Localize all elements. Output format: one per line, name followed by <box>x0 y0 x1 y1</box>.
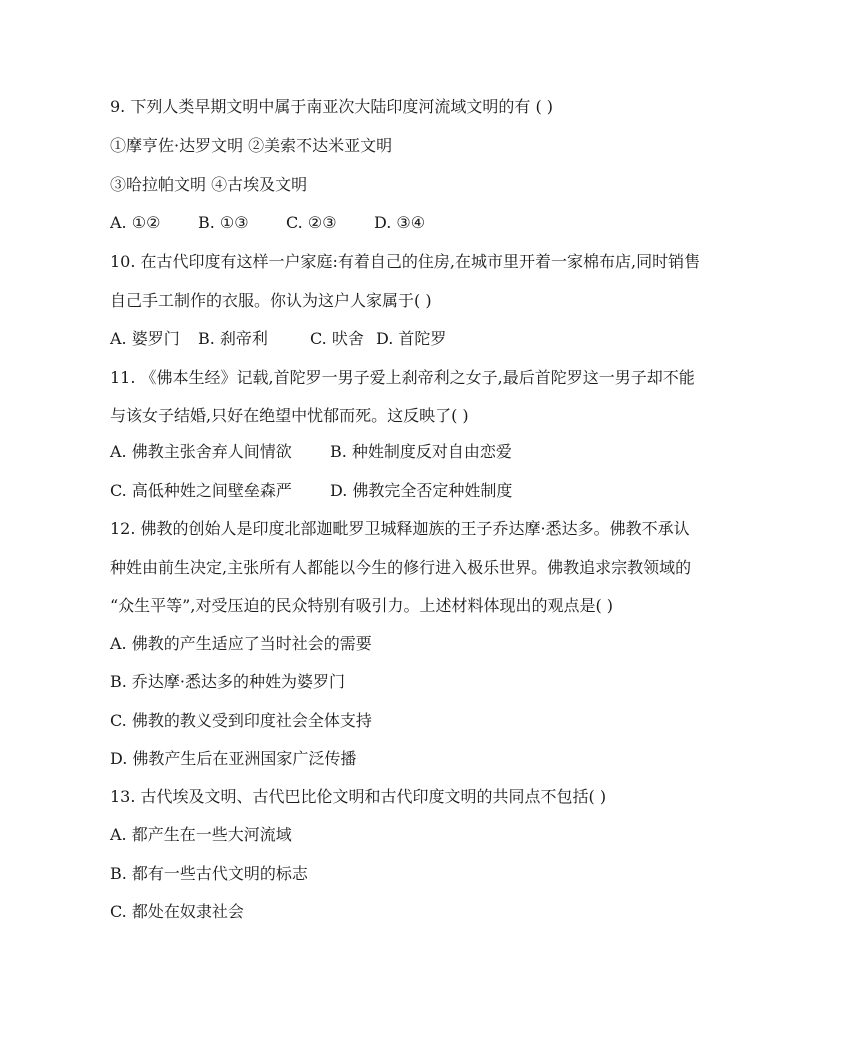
q13-option-c: C. 都处在奴隶社会 <box>110 902 244 921</box>
q10-option-a: A. 婆罗门 <box>110 329 180 348</box>
q12-stem-line-2: 种姓由前生决定,主张所有人都能以今生的修行进入极乐世界。佛教追求宗教领域的 <box>110 558 692 577</box>
q11-option-a: A. 佛教主张舍弃人间情欲 <box>110 442 292 461</box>
q12-stem-line-3: “众生平等”,对受压迫的民众特别有吸引力。上述材料体现出的观点是( ) <box>110 596 614 615</box>
q9-option-a: A. ①② <box>110 213 161 232</box>
q11-stem-line-1: 11. 《佛本生经》记载,首陀罗一男子爱上刹帝利之女子,最后首陀罗这一男子却不能 <box>110 368 695 387</box>
q10-option-d: D. 首陀罗 <box>376 329 447 348</box>
q9-stem: 9. 下列人类早期文明中属于南亚次大陆印度河流域文明的有 ( ) <box>110 97 554 116</box>
q11-options-row-1 <box>110 442 750 462</box>
q11-option-c: C. 高低种姓之间壁垒森严 <box>110 481 292 500</box>
q9-option-c: C. ②③ <box>286 213 337 232</box>
q11-stem-line-2: 与该女子结婚,只好在绝望中忧郁而死。这反映了( ) <box>110 406 469 425</box>
q13-option-a: A. 都产生在一些大河流域 <box>110 825 292 844</box>
q9-options-row <box>110 213 750 233</box>
q9-item-row-1: ①摩亨佐·达罗文明 ②美索不达米亚文明 <box>110 136 393 155</box>
q11-options-row-2 <box>110 481 750 501</box>
q9-option-d: D. ③④ <box>374 213 426 232</box>
q13-stem: 13. 古代埃及文明、古代巴比伦文明和古代印度文明的共同点不包括( ) <box>110 787 607 806</box>
q10-option-c: C. 吠舍 <box>310 329 364 348</box>
q11-option-d: D. 佛教完全否定种姓制度 <box>330 481 513 500</box>
q9-item-row-2: ③哈拉帕文明 ④古埃及文明 <box>110 175 308 194</box>
q12-option-c: C. 佛教的教义受到印度社会全体支持 <box>110 711 372 730</box>
q10-stem-line-1: 10. 在古代印度有这样一户家庭:有着自己的住房,在城市里开着一家棉布店,同时销售 <box>110 252 701 271</box>
q10-options-row <box>110 329 750 349</box>
q12-stem-line-1: 12. 佛教的创始人是印度北部迦毗罗卫城释迦族的王子乔达摩·悉达多。佛教不承认 <box>110 519 690 538</box>
q12-option-a: A. 佛教的产生适应了当时社会的需要 <box>110 634 372 653</box>
q11-option-b: B. 种姓制度反对自由恋爱 <box>330 442 512 461</box>
q10-option-b: B. 刹帝利 <box>198 329 268 348</box>
q13-option-b: B. 都有一些古代文明的标志 <box>110 864 308 883</box>
q9-option-b: B. ①③ <box>198 213 249 232</box>
q10-stem-line-2: 自己手工制作的衣服。你认为这户人家属于( ) <box>110 291 432 310</box>
q12-option-d: D. 佛教产生后在亚洲国家广泛传播 <box>110 749 357 768</box>
q12-option-b: B. 乔达摩·悉达多的种姓为婆罗门 <box>110 672 346 691</box>
